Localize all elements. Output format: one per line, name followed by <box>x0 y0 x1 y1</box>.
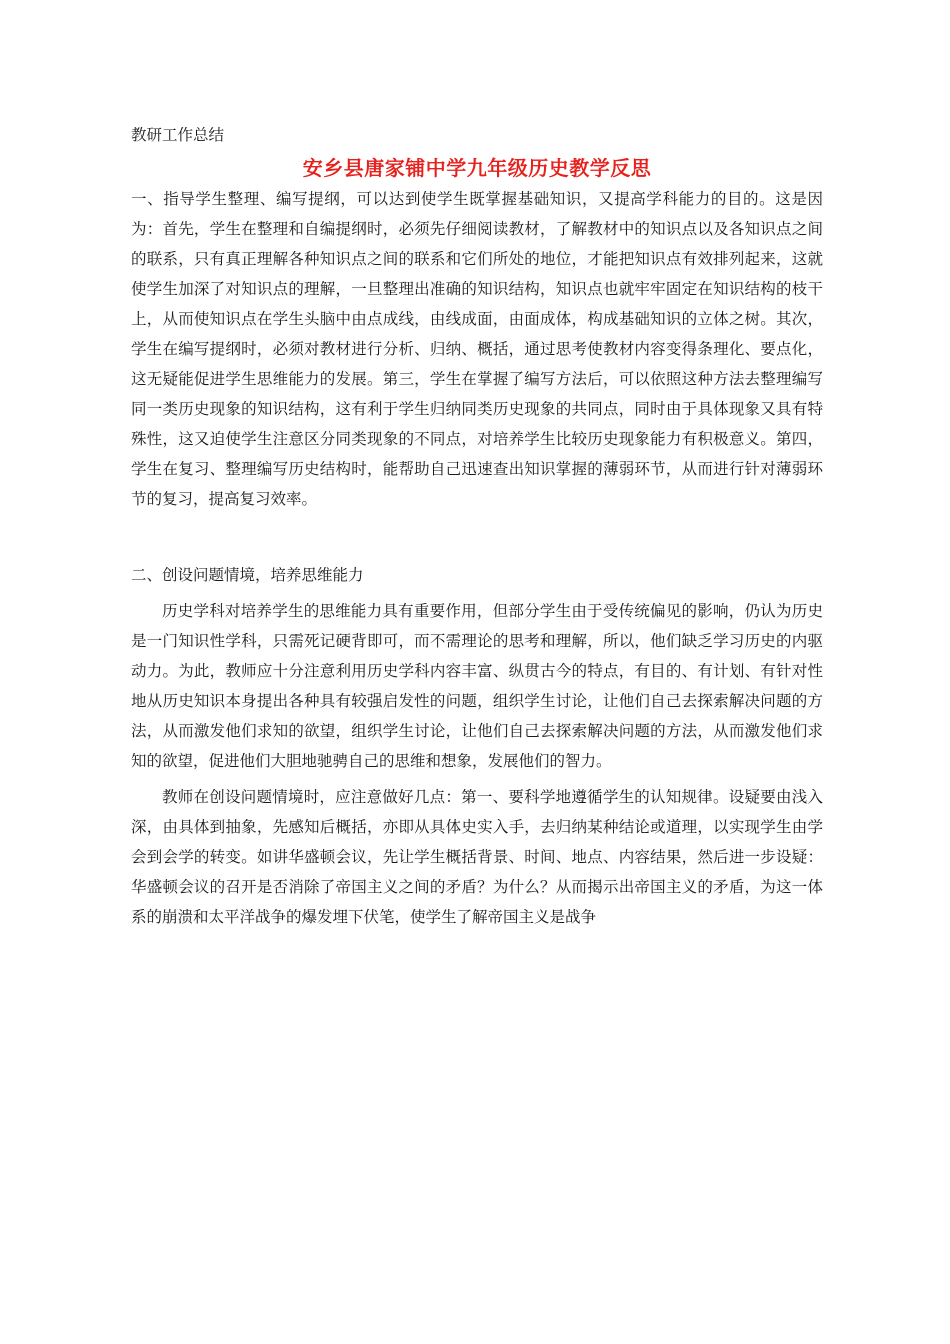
paragraph-section-1: 一、指导学生整理、编写提纲，可以达到使学生既掌握基础知识，又提高学科能力的目的。这是因为：首先，学生在整理和自编提纲时，必须先仔细阅读教材，了解教材中的知识点以及各知识点之间的联系，只有真正理解各种知识点之间的联系和它们所处的地位，才能把知识点有效排列起来，这就使学生加深了对知识点的理解，一旦整理出准确的知识结构，知识点也就牢牢固定在知识结构的枝干上，从而使知识点在学生头脑中由点成线，由线成面，由面成体，构成基础知识的立体之树。其次，学生在编写提纲时，必须对教材进行分析、归纳、概括，通过思考使教材内容变得条理化、要点化，这无疑能促进学生思维能力的发展。第三，学生在掌握了编写方法后，可以依照这种方法去整理编写同一类历史现象的知识结构，这有利于学生归纳同类历史现象的共同点，同时由于具体现象又具有特殊性，这又迫使学生注意区分同类现象的不同点，对培养学生比较历史现象能力有积极意义。第四，学生在复习、整理编写历史结构时，能帮助自己迅速查出知识掌握的薄弱环节，从而进行针对薄弱环节的复习，提高复习效率。 <box>131 190 823 508</box>
document-title: 安乡县唐家铺中学九年级历史教学反思 <box>302 156 652 180</box>
document-page <box>131 120 823 932</box>
section-2-heading: 二、创设问题情境，培养思维能力 <box>131 566 364 584</box>
section-spacer <box>131 514 823 560</box>
document-header-label: 教研工作总结 <box>131 126 225 144</box>
paragraph-section-2: 历史学科对培养学生的思维能力具有重要作用，但部分学生由于受传统偏见的影响，仍认为历史是一门知识性学科，只需死记硬背即可，而不需理论的思考和理解，所以，他们缺乏学习历史的内驱动力。为此，教师应十分注意利用历史学科内容丰富、纵贯古今的特点，有目的、有计划、有针对性地从历史知识本身提出各种具有较强启发性的问题，组织学生讨论，让他们自己去探索解决问题的方法，从而激发他们求知的欲望，组织学生讨论，让他们自己去探索解决问题的方法，从而激发他们求知的欲望，促进他们大胆地驰骋自己的思维和想象，发展他们的智力。 <box>131 602 823 770</box>
paragraph-section-2-cont: 教师在创设问题情境时，应注意做好几点：第一、要科学地遵循学生的认知规律。设疑要由浅入深，由具体到抽象，先感知后概括，亦即从具体史实入手，去归纳某种结论或道理，以实现学生由学会到会学的转变。如讲华盛顿会议，先让学生概括背景、时间、地点、内容结果，然后进一步设疑：华盛顿会议的召开是否消除了帝国主义之间的矛盾？为什么？从而揭示出帝国主义的矛盾，为这一体系的崩溃和太平洋战争的爆发埋下伏笔，使学生了解帝国主义是战争 <box>131 788 823 926</box>
